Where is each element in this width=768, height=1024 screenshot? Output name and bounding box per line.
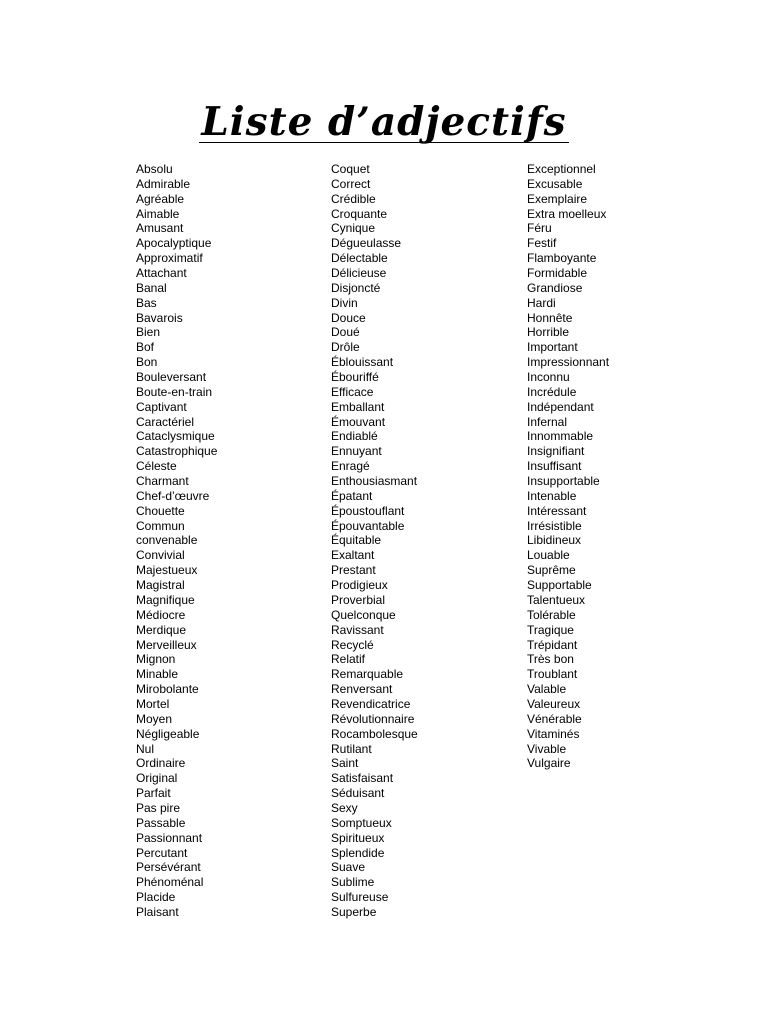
adjective-item: Suprême: [527, 563, 576, 578]
adjective-item: Révolutionnaire: [331, 711, 415, 726]
adjective-item: Festif: [527, 236, 557, 251]
adjective-item: Cynique: [331, 221, 376, 236]
adjective-item: Ébouriffé: [331, 370, 379, 385]
adjective-item: Nul: [136, 741, 155, 756]
adjective-item: Correct: [331, 176, 371, 191]
adjective-item: Agréable: [136, 191, 185, 206]
adjective-item: Mignon: [136, 652, 176, 667]
adjective-item: Chouette: [136, 503, 185, 518]
adjective-item: Valable: [527, 682, 567, 697]
adjective-item: Spiritueux: [331, 830, 385, 845]
adjective-item: Féru: [527, 221, 552, 236]
adjective-item: Rutilant: [331, 741, 372, 756]
adjective-item: Quelconque: [331, 607, 396, 622]
adjective-item: Insupportable: [527, 474, 600, 489]
adjective-item: Médiocre: [136, 607, 186, 622]
adjective-item: Exaltant: [331, 548, 375, 563]
adjective-item: Honnête: [527, 310, 573, 325]
adjective-item: Insuffisant: [527, 459, 582, 474]
adjective-item: Percutant: [136, 845, 188, 860]
adjective-item: Charmant: [136, 474, 189, 489]
adjective-item: Caractériel: [136, 414, 195, 429]
adjective-item: Superbe: [331, 904, 377, 919]
adjective-item: Ennuyant: [331, 444, 382, 459]
adjective-item: Divin: [331, 295, 358, 310]
adjective-column-1: [136, 162, 217, 920]
adjective-item: Bavarois: [136, 310, 183, 325]
adjective-item: Louable: [527, 548, 570, 563]
adjective-item: Satisfaisant: [331, 771, 394, 786]
adjective-item: Exemplaire: [527, 191, 588, 206]
adjective-item: Attachant: [136, 266, 187, 281]
adjective-item: Sublime: [331, 875, 375, 890]
adjective-item: Saint: [331, 756, 359, 771]
adjective-item: Négligeable: [136, 726, 200, 741]
adjective-item: Convivial: [136, 548, 185, 563]
adjective-item: Chef-d’œuvre: [136, 488, 210, 503]
adjective-item: Cataclysmique: [136, 429, 215, 444]
adjective-item: Prodigieux: [331, 578, 388, 593]
adjective-item: Grandiose: [527, 280, 583, 295]
adjective-item: Bas: [136, 295, 157, 310]
adjective-item: Banal: [136, 280, 167, 295]
adjective-item: Passionnant: [136, 830, 203, 845]
adjective-item: Approximatif: [136, 251, 203, 266]
adjective-item: Important: [527, 340, 578, 355]
adjective-item: Hardi: [527, 295, 556, 310]
adjective-item: Coquet: [331, 162, 370, 176]
adjective-item: Insignifiant: [527, 444, 585, 459]
adjective-item: Libidineux: [527, 533, 582, 548]
adjective-item: Formidable: [527, 266, 588, 281]
adjective-item: Incrédule: [527, 384, 577, 399]
adjective-item: Apocalyptique: [136, 236, 212, 251]
adjective-item: Merdique: [136, 622, 187, 637]
adjective-item: Supportable: [527, 578, 592, 593]
adjective-item: Passable: [136, 815, 186, 830]
adjective-item: Magnifique: [136, 592, 195, 607]
adjective-item: Boute-en-train: [136, 384, 213, 399]
adjective-item: Pas pire: [136, 800, 181, 815]
adjective-item: Flamboyante: [527, 251, 597, 266]
adjective-item: Extra moelleux: [527, 206, 607, 221]
adjective-item: Parfait: [136, 786, 171, 801]
adjective-item: Épouvantable: [331, 518, 405, 533]
adjective-item: Emballant: [331, 399, 385, 414]
adjective-item: Captivant: [136, 399, 187, 414]
adjective-item: Émouvant: [331, 414, 386, 429]
adjective-item: Phénoménal: [136, 875, 204, 890]
adjective-item: Original: [136, 771, 178, 786]
adjective-item: Amusant: [136, 221, 184, 236]
adjective-item: Inconnu: [527, 370, 570, 385]
adjective-item: Délectable: [331, 251, 388, 266]
adjective-item: Suave: [331, 860, 366, 875]
adjective-item: Équitable: [331, 533, 382, 548]
adjective-item: Moyen: [136, 711, 173, 726]
adjective-item: Enthousiasmant: [331, 474, 418, 489]
adjective-item: Minable: [136, 667, 179, 682]
adjective-item: Aimable: [136, 206, 180, 221]
adjective-item: Sexy: [331, 800, 358, 815]
adjective-item: Proverbial: [331, 592, 386, 607]
adjective-item: Trépidant: [527, 637, 578, 652]
adjective-item: Vivable: [527, 741, 567, 756]
adjective-item: Magistral: [136, 578, 185, 593]
adjective-item: Revendicatrice: [331, 696, 411, 711]
adjective-item: Troublant: [527, 667, 578, 682]
adjective-item: Irrésistible: [527, 518, 582, 533]
adjective-item: Horrible: [527, 325, 570, 340]
page-title-text: Liste d’adjectifs: [201, 99, 567, 145]
adjective-column-3: [527, 162, 609, 771]
adjective-item: Commun: [136, 518, 185, 533]
adjective-item: Prestant: [331, 563, 376, 578]
adjective-item: Impressionnant: [527, 355, 610, 370]
adjective-item: Vénérable: [527, 711, 582, 726]
adjective-item: Très bon: [527, 652, 574, 667]
adjective-item: Innommable: [527, 429, 594, 444]
page-title: [0, 98, 768, 146]
adjective-item: Dégueulasse: [331, 236, 402, 251]
adjective-item: Séduisant: [331, 786, 385, 801]
adjective-item: Admirable: [136, 176, 191, 191]
adjective-item: Renversant: [331, 682, 393, 697]
adjective-item: Efficace: [331, 384, 374, 399]
adjective-item: Majestueux: [136, 563, 198, 578]
adjective-item: Exceptionnel: [527, 162, 596, 176]
adjective-item: Enragé: [331, 459, 370, 474]
adjective-item: Éblouissant: [331, 355, 394, 370]
adjective-item: Placide: [136, 890, 176, 905]
adjective-item: Crédible: [331, 191, 376, 206]
adjective-item: Douce: [331, 310, 366, 325]
adjective-item: Indépendant: [527, 399, 594, 414]
adjective-item: Épatant: [331, 488, 373, 503]
adjective-item: Mortel: [136, 696, 170, 711]
adjective-item: Vitaminés: [527, 726, 580, 741]
adjective-item: Intenable: [527, 488, 577, 503]
adjective-item: Splendide: [331, 845, 385, 860]
adjective-item: Talentueux: [527, 592, 586, 607]
adjective-item: Plaisant: [136, 904, 179, 919]
adjective-item: Tragique: [527, 622, 574, 637]
adjective-item: Croquante: [331, 206, 388, 221]
adjective-column-2: [331, 162, 418, 920]
adjective-item: Valeureux: [527, 696, 581, 711]
adjective-item: convenable: [136, 533, 198, 548]
adjective-item: Recyclé: [331, 637, 374, 652]
adjective-item: Bof: [136, 340, 155, 355]
adjective-item: Infernal: [527, 414, 568, 429]
adjective-item: Vulgaire: [527, 756, 571, 771]
adjective-item: Sulfureuse: [331, 890, 389, 905]
adjective-item: Doué: [331, 325, 360, 340]
adjective-item: Disjoncté: [331, 280, 381, 295]
adjective-item: Ravissant: [331, 622, 384, 637]
adjective-item: Bouleversant: [136, 370, 207, 385]
adjective-item: Excusable: [527, 176, 583, 191]
adjective-item: Bien: [136, 325, 161, 340]
adjective-item: Céleste: [136, 459, 177, 474]
adjective-item: Époustouflant: [331, 503, 405, 518]
adjective-item: Merveilleux: [136, 637, 197, 652]
adjective-item: Rocambolesque: [331, 726, 418, 741]
adjective-item: Absolu: [136, 162, 173, 176]
adjective-item: Persévérant: [136, 860, 201, 875]
adjective-item: Endiablé: [331, 429, 378, 444]
adjective-item: Mirobolante: [136, 682, 199, 697]
adjective-item: Relatif: [331, 652, 366, 667]
adjective-item: Bon: [136, 355, 158, 370]
adjective-item: Ordinaire: [136, 756, 186, 771]
adjective-item: Catastrophique: [136, 444, 218, 459]
adjective-item: Intéressant: [527, 503, 587, 518]
adjective-item: Remarquable: [331, 667, 404, 682]
adjective-item: Drôle: [331, 340, 360, 355]
adjective-item: Délicieuse: [331, 266, 387, 281]
adjective-item: Somptueux: [331, 815, 392, 830]
adjective-item: Tolérable: [527, 607, 576, 622]
